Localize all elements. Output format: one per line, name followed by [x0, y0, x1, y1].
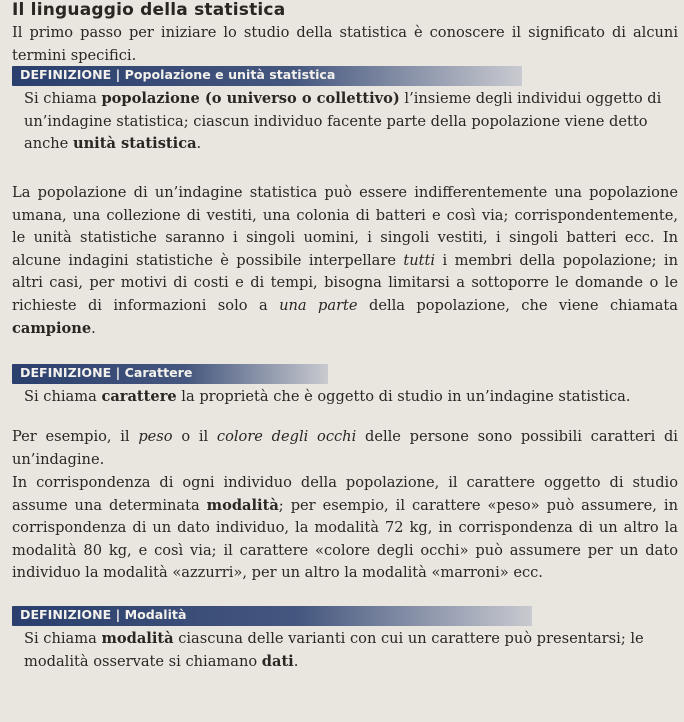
term-popolazione: popolazione (o universo o collettivo) — [101, 90, 400, 107]
definition-label: DEFINIZIONE | Modalità — [20, 607, 187, 622]
definition-text: la proprietà che è oggetto di studio in un’indagine statistica. — [176, 388, 631, 405]
definition-modalita — [24, 628, 676, 673]
definition-text: ciascuna delle varianti con cui un carattere può presentarsi; le modalità osservate si chiamano — [24, 630, 644, 670]
definition-label: DEFINIZIONE | Popolazione e unità statistica — [20, 67, 336, 82]
body-text: della popolazione, che viene chiamata — [357, 296, 678, 314]
body-text: ; per esempio, il carattere «peso» può assumere, in corrispondenza di un dato individuo, la modalità 72 kg, in corrispondenza di un altro la modalità 80 kg, e così via; il carattere «colore degli occhi» può assumere per un dato individuo la modalità «azzurri», per un altro la modalità «marroni» ecc. — [12, 496, 678, 582]
term-carattere: carattere — [101, 388, 177, 405]
term-dati: dati — [261, 652, 294, 670]
definition-text: l’insieme degli individui oggetto di un’indagine statistica; ciascun individuo facente parte della popolazione viene detto anche — [24, 90, 662, 153]
definition-text: Si chiama — [24, 90, 102, 107]
body-text: Per esempio, il — [12, 428, 139, 445]
term-unita-statistica: unità statistica — [72, 135, 197, 153]
paragraph-esempio — [12, 426, 678, 471]
definition-carattere — [24, 386, 676, 409]
emphasis-text: peso — [138, 428, 173, 445]
paragraph-modalita — [12, 472, 678, 585]
definition-text: Si chiama — [24, 630, 102, 647]
definition-banner-modalita — [12, 606, 532, 626]
body-text: delle persone sono possibili caratteri di un’indagine. — [12, 428, 678, 468]
definition-text: Si chiama — [24, 388, 102, 405]
section-title: Il linguaggio della statistica — [12, 0, 286, 20]
intro-paragraph: Il primo passo per iniziare lo studio della statistica è conoscere il significato di alcuni termini specifici. — [12, 24, 678, 64]
definition-banner-carattere — [12, 364, 328, 384]
definition-text: . — [293, 652, 299, 670]
emphasis-text: colore degli occhi — [216, 428, 357, 445]
definition-label: DEFINIZIONE | Carattere — [20, 365, 193, 380]
emphasis-text: tutti — [403, 251, 436, 269]
body-text: i membri della popolazione; in altri casi, per motivi di costi e di tempi, bisogna limitarsi a sottoporre le domande o le richieste di informazioni solo a — [12, 251, 678, 314]
term-modalita: modalità — [206, 496, 279, 514]
body-text: o il — [172, 428, 217, 445]
definition-popolazione — [24, 88, 676, 156]
definition-banner-popolazione — [12, 66, 522, 86]
body-text: In corrispondenza di ogni individuo della popolazione, il carattere oggetto di studio assume una determinata — [12, 474, 678, 514]
term-campione: campione — [12, 319, 92, 337]
term-modalita: modalità — [101, 630, 174, 647]
emphasis-text: una parte — [279, 296, 358, 314]
paragraph-popolazione — [12, 182, 678, 340]
body-text: . — [91, 319, 96, 337]
body-text: La popolazione di un’indagine statistica può essere indifferentemente una popolazione umana, una collezione di vestiti, una colonia di batteri e così via; corrispondentemente, le unità statistiche saranno i singoli uomini, i singoli vestiti, i singoli batteri ecc. In alcune indagini statistiche è possibile interpellare — [12, 184, 678, 269]
definition-text: . — [196, 135, 202, 153]
